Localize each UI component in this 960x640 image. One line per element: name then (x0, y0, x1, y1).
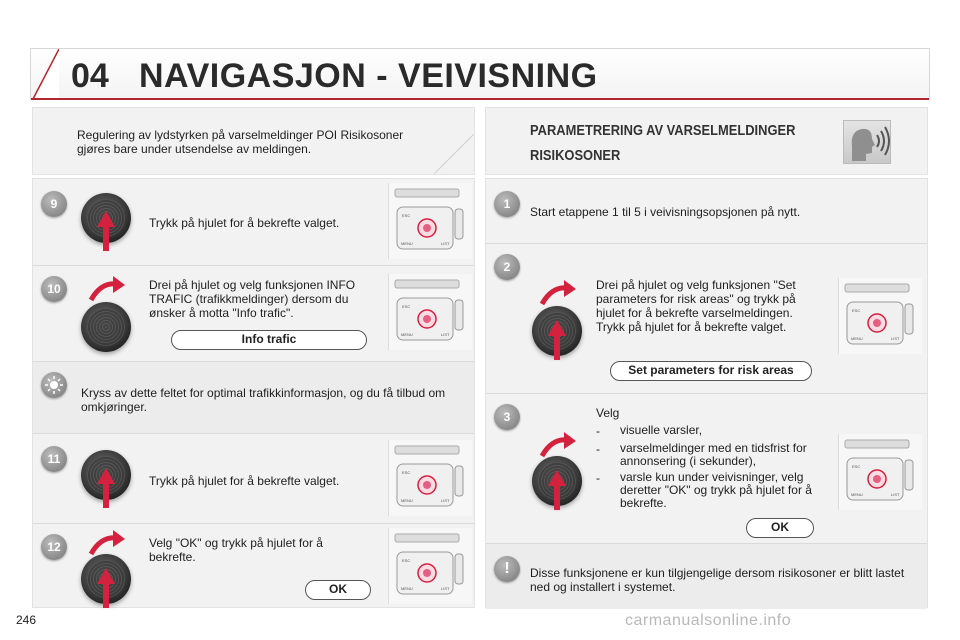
device-label-esc: ESC (852, 308, 861, 313)
press-arrow-shaft (554, 334, 560, 360)
device-label-menu: MENU (401, 332, 413, 337)
head-speaking-icon (843, 120, 891, 164)
page-number: 246 (16, 613, 37, 627)
control-panel-illustration (388, 274, 472, 350)
right-steps-panel (485, 178, 928, 608)
step-12-row (33, 523, 474, 609)
device-label-list: LIST (441, 241, 450, 246)
press-arrow-icon (548, 470, 566, 486)
option-visual-warnings: visuelle varsler, (620, 423, 703, 437)
step-12-text: Velg "OK" og trykk på hjulet for å bekrefte. (149, 536, 323, 564)
right-heading-panel (485, 107, 928, 175)
press-arrow-shaft (554, 484, 560, 510)
knob-icon (81, 302, 131, 352)
warning-row (486, 543, 927, 609)
panel-corner-fold (434, 134, 474, 174)
watermark: carmanualsonline.info (625, 612, 792, 629)
press-arrow-icon (97, 211, 115, 227)
step-1-row (486, 179, 929, 243)
step-number-badge: 3 (494, 404, 520, 430)
device-label-list: LIST (891, 492, 900, 497)
option-timed-warnings: varselmeldinger med en tidsfrist for annonsering (i sekunder), (620, 441, 807, 468)
list-dash: - (596, 471, 600, 485)
step-11-row (33, 433, 474, 523)
device-label-menu: MENU (851, 492, 863, 497)
turn-arrow-icon (538, 280, 578, 308)
page-title: NAVIGASJON - VEIVISNING (139, 57, 598, 95)
step-number-badge: 2 (494, 254, 520, 280)
left-intro-text: Regulering av lydstyrken på varselmeldinger POI Risikosoner gjøres bare under utsendelse av meldingen. (77, 128, 404, 156)
press-arrow-icon (548, 320, 566, 336)
page-header (30, 48, 930, 100)
warning-icon: ! (494, 556, 520, 582)
device-label-menu: MENU (401, 586, 413, 591)
warning-text: Disse funksjonene er kun tilgjengelige dersom risikosoner er blitt lastet ned og installert i systemet. (530, 566, 905, 594)
control-panel-illustration (388, 528, 472, 604)
section-heading-line1: PARAMETRERING AV VARSELMELDINGER (530, 122, 796, 139)
device-label-esc: ESC (852, 464, 861, 469)
control-panel-illustration (838, 434, 922, 510)
step-2-text: Drei på hjulet og velg funksjonen "Set parameters for risk areas" og trykk på hjulet for å bekrefte varselmeldingen. Trykk på hjulet for å bekrefte valget. (596, 278, 796, 334)
step-number-badge: 10 (41, 276, 67, 302)
press-arrow-shaft (103, 225, 109, 251)
device-label-menu: MENU (401, 498, 413, 503)
step-11-text: Trykk på hjulet for å bekrefte valget. (149, 474, 340, 488)
step-number-badge: 11 (41, 446, 67, 472)
set-parameters-button[interactable]: Set parameters for risk areas (610, 361, 812, 381)
step-9-text: Trykk på hjulet for å bekrefte valget. (149, 216, 340, 230)
step-10-text: Drei på hjulet og velg funksjonen INFO TRAFIC (trafikkmeldinger) dersom du ønsker å motta "Info trafic". (149, 278, 356, 320)
list-dash: - (596, 442, 600, 456)
step-number-badge: 1 (494, 191, 520, 217)
step-1-text: Start etappene 1 til 5 i veivisningsopsjonen på nytt. (530, 205, 801, 219)
option-guidance-only: varsle kun under veivisninger, velg deretter "OK" og trykk på hjulet for å bekrefte. (620, 470, 812, 510)
ok-button-left[interactable]: OK (305, 580, 371, 600)
device-label-esc: ESC (402, 470, 411, 475)
header-rule (31, 98, 929, 100)
press-arrow-icon (97, 568, 115, 584)
step-3-intro: Velg (596, 406, 620, 420)
press-arrow-shaft (103, 582, 109, 608)
left-steps-panel (32, 178, 475, 608)
step-number-badge: 9 (41, 191, 67, 217)
step-3-row (486, 393, 927, 543)
control-panel-illustration (838, 278, 922, 354)
step-number-badge: 12 (41, 534, 67, 560)
tip-text: Kryss av dette feltet for optimal trafikkinformasjon, og du få tilbud om omkjøringer. (81, 386, 446, 414)
press-arrow-shaft (103, 482, 109, 508)
sun-tip-icon (41, 372, 67, 398)
device-label-list: LIST (441, 586, 450, 591)
list-dash: - (596, 424, 600, 438)
device-label-menu: MENU (851, 336, 863, 341)
tip-row (33, 361, 474, 433)
device-label-list: LIST (441, 498, 450, 503)
step-2-row (486, 243, 927, 393)
device-label-list: LIST (891, 336, 900, 341)
control-panel-illustration (388, 183, 472, 259)
device-label-list: LIST (441, 332, 450, 337)
ok-button-right[interactable]: OK (746, 518, 814, 538)
step-9-row (33, 179, 476, 265)
info-trafic-button[interactable]: Info trafic (171, 330, 367, 350)
control-panel-illustration (388, 440, 472, 516)
device-label-menu: MENU (401, 241, 413, 246)
header-corner-decoration (31, 49, 59, 101)
turn-arrow-icon (87, 276, 127, 304)
device-label-esc: ESC (402, 213, 411, 218)
press-arrow-icon (97, 468, 115, 484)
device-label-esc: ESC (402, 558, 411, 563)
chapter-number: 04 (71, 57, 109, 95)
left-intro-panel (32, 107, 475, 175)
device-label-esc: ESC (402, 304, 411, 309)
step-10-row (33, 265, 474, 361)
section-heading-line2: RISIKOSONER (530, 147, 621, 164)
